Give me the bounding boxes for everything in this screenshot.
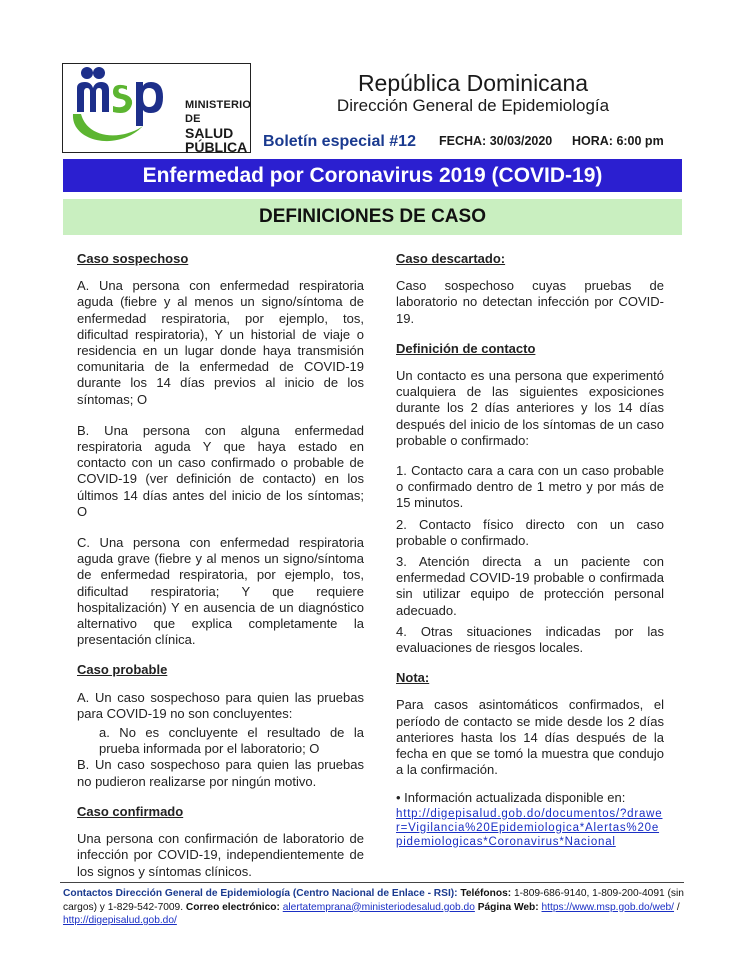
department-title: Dirección General de Epidemiología	[336, 96, 610, 115]
contacto-intro: Un contacto es una persona que experimentó cualquiera de las siguientes exposiciones durante los 2 días anteriores y los 14 días después del inicio de los síntomas de un caso probable o confirmado:	[396, 368, 664, 448]
probable-a: A. Un caso sospechoso para quien las pruebas para COVID-19 no son concluyentes:	[77, 689, 364, 721]
footer-email-label: Correo electrónico:	[185, 901, 280, 913]
footer-web-link-2[interactable]: http://digepisalud.gob.do/	[63, 915, 177, 926]
country-title: República Dominicana	[357, 70, 589, 96]
descartado-text: Caso sospechoso cuyas pruebas de laboratorio no detectan infección por COVID-19.	[396, 278, 664, 326]
footer-web-link-1[interactable]: https://www.msp.gob.do/web/	[541, 901, 675, 913]
logo-line-2: SALUD PÚBLICA	[185, 125, 248, 155]
contacto-item-2: 2. Contacto físico directo con un caso probable o confirmado.	[396, 516, 664, 548]
footer-contacts	[63, 887, 687, 928]
logo-wordmark	[185, 98, 251, 154]
sospechoso-c: C. Una persona con enfermedad respiratoria aguda grave (fiebre y al menos un signo/síntoma de enfermedad respiratoria, por ejemplo, tos, dificultad respiratoria; Y que requiere hospitalización) Y en ausencia de un diagnóstico alternativo que explica completamente la presentación clínica.	[77, 535, 364, 648]
bulletin-date: FECHA: 30/03/2020	[439, 134, 553, 148]
heading-sospechoso: Caso sospechoso	[77, 251, 189, 266]
footer-phones: 1-809-686-9140, 1-809-200-4091 (sin cargos) y 1-829-542-7009.	[63, 888, 684, 913]
contacto-item-4: 4. Otras situaciones indicadas por las evaluaciones de riesgos locales.	[396, 623, 664, 656]
msp-logo	[62, 63, 251, 153]
logo-line-1: MINISTERIO DE	[185, 99, 252, 125]
footer-separator: /	[676, 901, 680, 913]
footer-phones-label: Teléfonos:	[460, 888, 512, 899]
contacto-item-1: 1. Contacto cara a cara con un caso probable o confirmado dentro de 1 metro y por más de 15 minutos.	[396, 463, 664, 511]
bulletin-number: Boletín especial #12	[263, 133, 416, 150]
bulletin-time: HORA: 6:00 pm	[572, 134, 664, 148]
footer-label: Contactos Dirección General de Epidemiología (Centro Nacional de Enlace - RSI):	[63, 888, 458, 899]
heading-contacto: Definición de contacto	[396, 340, 536, 356]
right-column	[396, 251, 664, 849]
footer-email-link[interactable]: alertatemprana@ministeriodesalud.gob.do	[282, 901, 475, 913]
probable-a-sub: a. No es concluyente el resultado de la prueba informada por el laboratorio; O	[99, 725, 364, 757]
left-column	[77, 251, 364, 880]
sospechoso-b: B. Una persona con alguna enfermedad respiratoria aguda Y que haya estado en contacto con un caso confirmado o probable de COVID-19 (ver definición de contacto) en los últimos 14 días antes del inicio de los síntomas; O	[77, 422, 364, 519]
sospechoso-a: A. Una persona con enfermedad respiratoria aguda (fiebre y al menos un signo/síntoma de enfermedad respiratoria, por ejemplo, tos, dificultad respiratoria), Y un historial de viaje o residencia en un lugar donde haya transmisión comunitaria de la enfermedad de COVID-19 durante los 14 días previos al inicio de los síntomas; O	[77, 278, 364, 407]
heading-confirmado: Caso confirmado	[77, 803, 184, 819]
heading-nota: Nota:	[396, 670, 430, 686]
info-text: • Información actualizada disponible en:	[396, 790, 626, 806]
probable-b: B. Un caso sospechoso para quien las pruebas no pudieron realizarse por ningún motivo.	[77, 757, 364, 789]
heading-descartado: Caso descartado:	[396, 251, 506, 266]
contacto-item-3: 3. Atención directa a un paciente con enfermedad COVID-19 probable o confirmada sin utilizar equipo de protección personal adecuado.	[396, 554, 664, 618]
info-link[interactable]: http://digepisalud.gob.do/documentos/?drawer=Vigilancia%20Epidemiologica*Alertas%20epidemiologicas*Coronavirus*Nacional	[396, 807, 663, 848]
heading-probable: Caso probable	[77, 662, 168, 678]
title-banner: Enfermedad por Coronavirus 2019 (COVID-19)	[63, 159, 682, 192]
nota-text: Para casos asintomáticos confirmados, el período de contacto se mide desde los 2 días anteriores hasta los 14 días después de la fecha en que se tomó la muestra que condujo a la confirmación.	[396, 697, 664, 778]
footer-divider	[60, 882, 684, 883]
footer-web-label: Página Web:	[477, 901, 539, 913]
subtitle-banner: DEFINICIONES DE CASO	[63, 199, 682, 235]
confirmado-text: Una persona con confirmación de laboratorio de infección por COVID-19, independientemente de los signos y síntomas clínicos.	[77, 831, 364, 879]
